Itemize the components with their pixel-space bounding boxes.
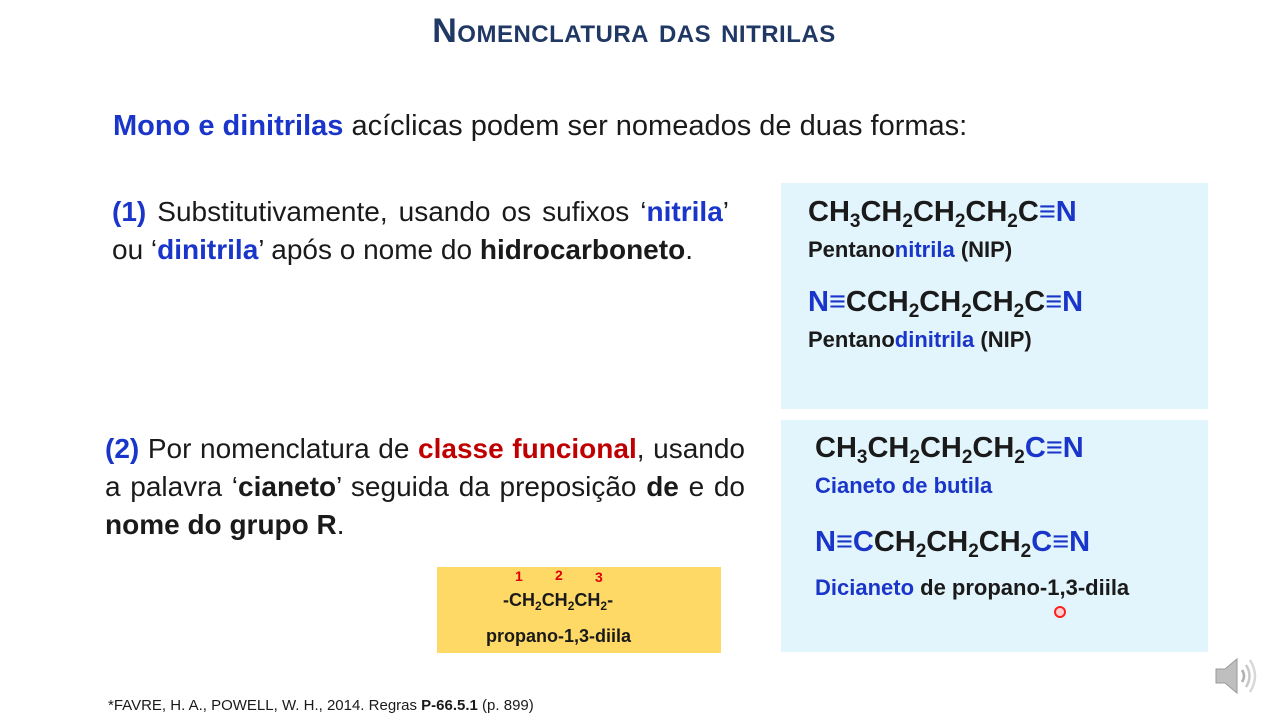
footnote-part: *FAVRE, H. A., POWELL, W. H., 2014. Regras (108, 697, 422, 714)
nitrogen: N (1062, 286, 1084, 318)
slide-title: Nomenclatura das nitrilas (432, 12, 836, 50)
formula-subscript: 2 (961, 447, 973, 468)
formula-part: C (1024, 286, 1046, 318)
footnote-part: (p. 899) (477, 697, 534, 714)
chain-name: propano-1,3-diila (486, 626, 632, 646)
intro-rest: acíclicas podem ser nomeados de duas formas: (343, 110, 968, 142)
name-suffix: dinitrila (894, 327, 975, 352)
name-pentanonitrila (808, 237, 1012, 263)
method-2-part: , usando a palavra ‘ (105, 433, 745, 502)
nitrogen: N (1055, 196, 1077, 228)
formula-subscript: 2 (1013, 301, 1025, 322)
carbon-number-2: 2 (555, 567, 563, 583)
formula-part: CH (860, 196, 903, 228)
name-suffix: nitrila (894, 237, 955, 262)
keyword-classe-funcional: classe funcional (418, 433, 637, 464)
name-part: (NIP) (974, 327, 1032, 352)
formula-pentanodinitrila (808, 286, 1084, 322)
triple-bond: ≡ (1045, 286, 1063, 318)
cyano-carbon: C (1031, 526, 1053, 558)
formula-part: CH (972, 432, 1015, 464)
name-pentanodinitrila (808, 327, 1032, 353)
triple-bond: ≡ (1052, 526, 1070, 558)
method-2-text (105, 430, 745, 544)
footnote (108, 697, 534, 714)
formula-part: CH (574, 590, 601, 610)
triple-bond: ≡ (828, 286, 846, 318)
triple-bond: ≡ (835, 526, 853, 558)
formula-subscript: 2 (535, 599, 542, 613)
formula-subscript: 2 (909, 447, 920, 468)
formula-part: CH (541, 590, 568, 610)
method-2-part: e do (678, 471, 745, 502)
nitrogen: N (1062, 432, 1084, 464)
formula-subscript: 2 (1014, 447, 1025, 468)
intro-text (113, 110, 967, 143)
formula-part: C (1017, 196, 1039, 228)
name-dicianeto (815, 575, 1129, 601)
formula-part: CH (808, 196, 850, 228)
nitrogen: N (815, 526, 836, 558)
speaker-icon[interactable] (1213, 655, 1259, 697)
method-2-number: (2) (105, 433, 140, 464)
formula-subscript: 2 (961, 301, 972, 322)
method-1-text (112, 193, 729, 269)
name-part: de propano-1,3-diila (914, 575, 1130, 600)
formula-subscript: 2 (1007, 211, 1018, 232)
formula-part: CH (978, 526, 1021, 558)
formula-part: -CH (503, 590, 535, 610)
method-2-part: . (336, 509, 345, 540)
formula-part: CH (971, 286, 1014, 318)
formula-subscript: 3 (856, 447, 868, 468)
formula-part: CH (815, 432, 857, 464)
formula-part: CH (919, 286, 962, 318)
name-part: (NIP) (954, 237, 1013, 262)
method-1-part: ’ após o nome do (258, 234, 480, 265)
name-part: Pentano (808, 327, 895, 352)
method-1-part: . (685, 234, 693, 265)
formula-part: - (607, 590, 614, 610)
formula-subscript: 2 (915, 541, 927, 562)
formula-subscript: 2 (600, 599, 608, 613)
speaker-body (1216, 659, 1237, 693)
speaker-wave (1242, 670, 1244, 682)
cyano-carbon: C (1024, 432, 1046, 464)
formula-subscript: 2 (968, 541, 979, 562)
method-1-part: Substitutivamente, usando os sufixos ‘ (146, 196, 647, 227)
pointer-dot (1054, 606, 1066, 618)
formula-subscript: 2 (1020, 541, 1032, 562)
formula-part: CH (912, 196, 955, 228)
speaker-wave (1246, 665, 1250, 687)
name-part: Pentano (808, 237, 895, 262)
formula-pentanonitrila (808, 196, 1077, 232)
triple-bond: ≡ (1038, 196, 1056, 228)
formula-subscript: 2 (908, 301, 920, 322)
name-cianeto-butila: Cianeto de butila (815, 473, 993, 498)
formula-part: CH (867, 432, 910, 464)
cyano-carbon: C (852, 526, 874, 558)
nitrogen: N (808, 286, 829, 318)
formula-dicianeto (815, 526, 1091, 562)
intro-highlight: Mono e dinitrilas (113, 110, 344, 142)
method-1-number: (1) (112, 196, 147, 227)
formula-part: CH (873, 526, 916, 558)
method-2-part: Por nomenclatura de (139, 433, 419, 464)
keyword-nome-grupo: nome do grupo R (105, 509, 337, 540)
footnote-rule: P-66.5.1 (421, 697, 478, 714)
keyword-de: de (646, 471, 679, 502)
formula-subscript: 2 (567, 599, 575, 613)
formula-part: CH (965, 196, 1008, 228)
carbon-number-3: 3 (595, 569, 603, 585)
formula-subscript: 3 (849, 211, 861, 232)
method-1-part: ’ ou ‘ (112, 196, 729, 265)
name-prefix: Dicianeto (815, 575, 915, 600)
keyword-hidrocarboneto: hidrocarboneto (479, 234, 686, 265)
carbon-number-1: 1 (515, 568, 523, 584)
keyword-nitrila: nitrila (646, 196, 723, 227)
method-2-part: ’ seguida da preposição (336, 471, 647, 502)
formula-part: CH (919, 432, 962, 464)
formula-part: CH (926, 526, 969, 558)
nitrogen: N (1069, 526, 1091, 558)
keyword-cianeto: cianeto (238, 471, 337, 502)
formula-subscript: 2 (902, 211, 913, 232)
formula-part: CCH (845, 286, 909, 318)
keyword-dinitrila: dinitrila (157, 234, 259, 265)
triple-bond: ≡ (1045, 432, 1063, 464)
formula-subscript: 2 (954, 211, 966, 232)
chain-formula (503, 590, 613, 611)
formula-cianeto-butila (815, 432, 1084, 468)
